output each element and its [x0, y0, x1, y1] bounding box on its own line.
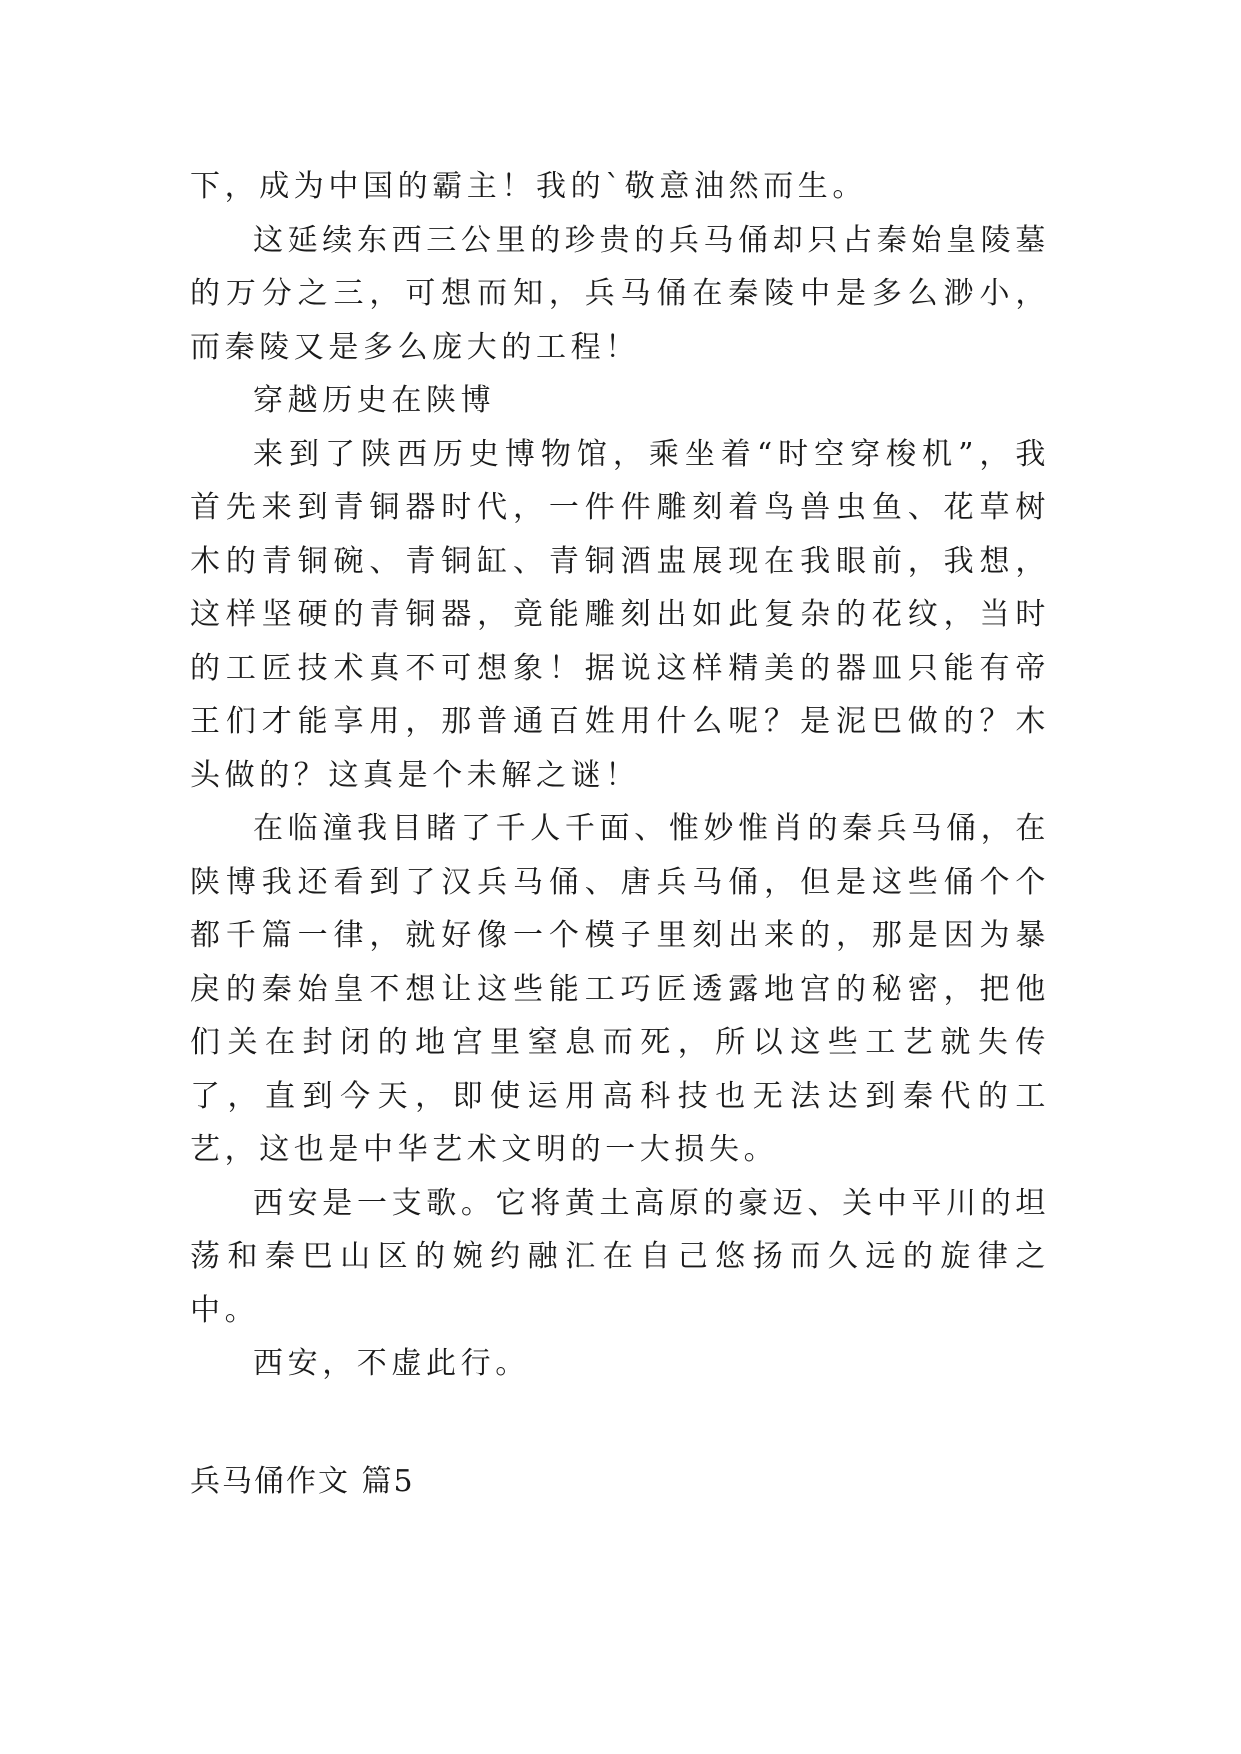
paragraph-bronze-age: 来到了陕西历史博物馆，乘坐着“时空穿梭机”，我首先来到青铜器时代，一件件雕刻着鸟兽虫鱼、花草树木的青铜碗、青铜缸、青铜酒盅展现在我眼前，我想，这样坚硬的青铜器，竟能雕刻出如此复杂的花纹，当时的工匠技术真不可想象！据说这样精美的器皿只能有帝王们才能享用，那普通百姓用什么呢？是泥巴做的？木头做的？这真是个未解之谜！: [190, 436, 1050, 793]
subheading-shaanxi-museum: 穿越历史在陕博: [253, 383, 496, 418]
paragraph-conclusion: 西安，不虚此行。: [253, 1346, 530, 1381]
document-body: [190, 160, 1050, 1508]
section-spacer: [190, 1391, 1050, 1455]
paragraph-continuation: 下，成为中国的霸主！我的`敬意油然而生。: [190, 169, 867, 204]
section-heading: 兵马俑作文 篇5: [190, 1463, 415, 1499]
paragraph-terracotta-scale: 这延续东西三公里的珍贵的兵马俑却只占秦始皇陵墓的万分之三，可想而知，兵马俑在秦陵中是多么渺小，而秦陵又是多么庞大的工程！: [190, 222, 1050, 365]
paragraph-xian-song: 西安是一支歌。它将黄土高原的豪迈、关中平川的坦荡和秦巴山区的婉约融汇在自己悠扬而久远的旋律之中。: [190, 1185, 1050, 1328]
paragraph-lintong-warriors: 在临潼我目睹了千人千面、惟妙惟肖的秦兵马俑，在陕博我还看到了汉兵马俑、唐兵马俑，但是这些俑个个都千篇一律，就好像一个模子里刻出来的，那是因为暴戾的秦始皇不想让这些能工巧匠透露地宫的秘密，把他们关在封闭的地宫里窒息而死，所以这些工艺就失传了，直到今天，即使运用高科技也无法达到秦代的工艺，这也是中华艺术文明的一大损失。: [190, 811, 1050, 1167]
